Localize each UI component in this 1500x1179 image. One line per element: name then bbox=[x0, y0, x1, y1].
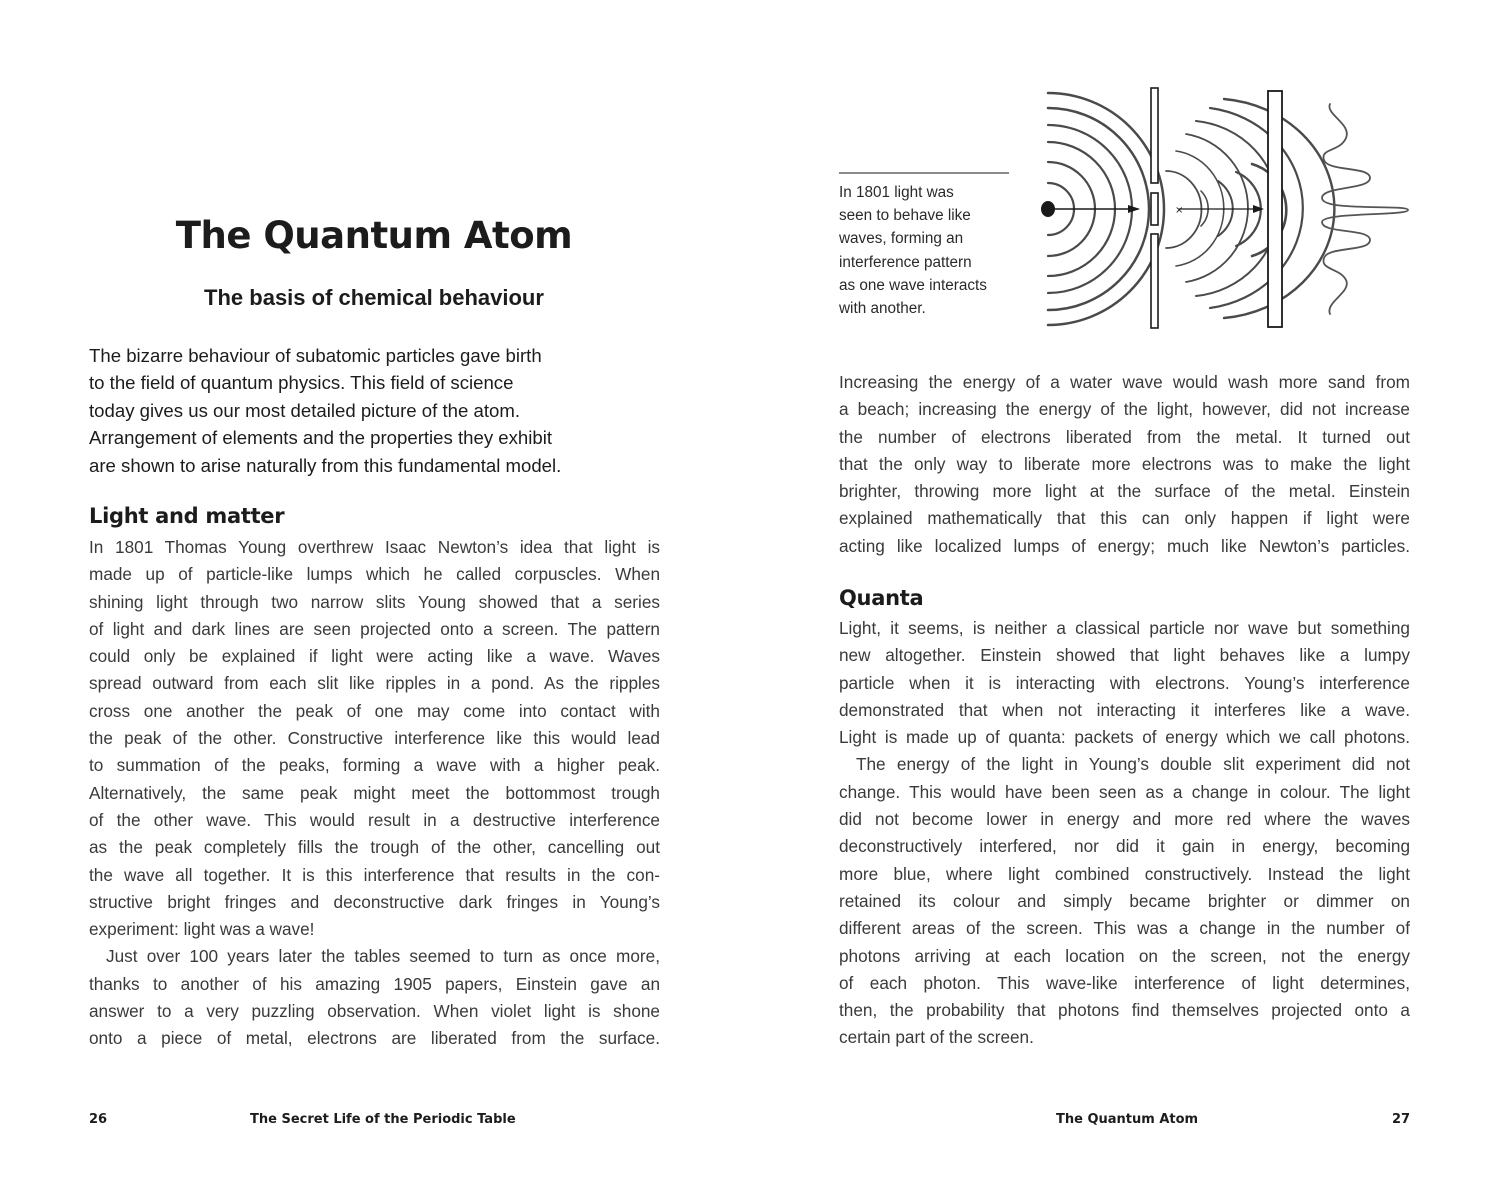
body-line: structive bright fringes and deconstructive dark fringes in Young’s bbox=[89, 891, 660, 912]
body-line: In 1801 Thomas Young overthrew Isaac Newton’s idea that light is bbox=[89, 537, 660, 557]
body-line: demonstrated that when not interacting it interferes like a wave. bbox=[839, 699, 1410, 720]
caption-rule bbox=[839, 172, 1009, 174]
body-line: as the peak completely fills the trough of the other, cancelling out bbox=[89, 837, 660, 858]
section-heading-quanta: Quanta bbox=[839, 586, 924, 610]
body-line: shining light through two narrow slits Young showed that a series bbox=[89, 591, 660, 612]
figure-caption bbox=[839, 181, 1019, 320]
intro-paragraph bbox=[89, 342, 659, 479]
body-line: that the only way to liberate more electrons was to make the light bbox=[839, 453, 1410, 474]
caption-line: as one wave interacts bbox=[839, 276, 987, 294]
caption-line: In 1801 light was bbox=[839, 184, 954, 201]
body-line: new altogether. Einstein showed that light behaves like a lumpy bbox=[839, 645, 1410, 666]
body-line: cross one another the peak of one may come into contact with bbox=[89, 700, 660, 721]
section-heading-light-and-matter: Light and matter bbox=[89, 504, 285, 528]
body-line: brighter, throwing more light at the surface of the metal. Einstein bbox=[839, 481, 1410, 502]
body-line: of each photon. This wave-like interference of light determines, bbox=[839, 972, 1410, 993]
body-line: Increasing the energy of a water wave would wash more sand from bbox=[839, 372, 1410, 392]
body-line: more blue, where light combined constructively. Instead the light bbox=[839, 863, 1410, 884]
body-line: did not become lower in energy and more red where the waves bbox=[839, 809, 1410, 830]
body-text-light-and-matter bbox=[89, 534, 660, 1053]
body-line: thanks to another of his amazing 1905 papers, Einstein gave an bbox=[89, 973, 660, 994]
body-line: of light and dark lines are seen projected onto a screen. The pattern bbox=[89, 618, 660, 639]
body-line: made up of particle-like lumps which he called corpuscles. When bbox=[89, 564, 660, 585]
body-line: could only be explained if light were acting like a wave. Waves bbox=[89, 646, 660, 667]
body-line: spread outward from each slit like ripples in a pond. As the ripples bbox=[89, 673, 660, 694]
body-line: explained mathematically that this can only happen if light were bbox=[839, 508, 1410, 529]
projection-screen bbox=[1268, 91, 1282, 327]
body-line: certain part of the screen. bbox=[839, 1027, 1034, 1048]
body-text-continued bbox=[839, 369, 1410, 560]
body-line: a beach; increasing the energy of the light, however, did not increase bbox=[839, 399, 1410, 420]
body-line: the wave all together. It is this interference that results in the con- bbox=[89, 864, 660, 885]
body-line: change. This would have been seen as a change in colour. The light bbox=[839, 781, 1410, 802]
page-number-left: 26 bbox=[89, 1112, 108, 1127]
body-line: of the other wave. This would result in a destructive interference bbox=[89, 809, 660, 830]
caption-line: with another. bbox=[839, 300, 926, 318]
body-line: to summation of the peaks, forming a wave with a higher peak. bbox=[89, 755, 660, 776]
caption-line: interference pattern bbox=[839, 253, 972, 271]
intro-line: today gives us our most detailed picture of the atom. bbox=[89, 399, 520, 421]
slit-barrier bbox=[1151, 88, 1158, 328]
body-line: the number of electrons liberated from the metal. It turned out bbox=[839, 426, 1410, 447]
chapter-title: The Quantum Atom bbox=[175, 214, 573, 257]
body-line: Light is made up of quanta: packets of energy which we call photons. bbox=[839, 727, 1410, 748]
caption-line: seen to behave like bbox=[839, 207, 971, 225]
body-line: Alternatively, the same peak might meet the bottommost trough bbox=[89, 782, 660, 803]
body-line: then, the probability that photons find themselves projected onto a bbox=[839, 1000, 1410, 1021]
intro-line: to the field of quantum physics. This field of science bbox=[89, 372, 514, 394]
svg-text:×: × bbox=[1175, 205, 1184, 216]
body-line: Just over 100 years later the tables seemed to turn as once more, bbox=[106, 946, 660, 967]
body-line: onto a piece of metal, electrons are liberated from the surface. bbox=[89, 1028, 660, 1049]
body-line: answer to a very puzzling observation. When violet light is shone bbox=[89, 1001, 660, 1022]
body-line: acting like localized lumps of energy; much like Newton’s particles. bbox=[839, 535, 1410, 556]
body-line: The energy of the light in Young’s double slit experiment did not bbox=[856, 754, 1410, 775]
right-page bbox=[750, 0, 1500, 1179]
caption-line: waves, forming an bbox=[839, 230, 964, 248]
running-title-left: The Secret Life of the Periodic Table bbox=[250, 1112, 516, 1127]
page-number-right: 27 bbox=[1392, 1112, 1411, 1127]
intro-line: Arrangement of elements and the properties they exhibit bbox=[89, 427, 553, 449]
body-line: particle when it is interacting with electrons. Young’s interference bbox=[839, 672, 1410, 693]
body-line: retained its colour and simply became brighter or dimmer on bbox=[839, 890, 1410, 911]
intro-line: are shown to arise naturally from this fundamental model. bbox=[89, 454, 562, 476]
body-line: photons arriving at each location on the screen, not the energy bbox=[839, 945, 1410, 966]
double-slit-diagram bbox=[1040, 86, 1420, 332]
running-title-right: The Quantum Atom bbox=[1056, 1112, 1199, 1127]
body-line: Light, it seems, is neither a classical particle nor wave but something bbox=[839, 618, 1410, 638]
body-line: the peak of the other. Constructive interference like this would lead bbox=[89, 728, 660, 749]
chapter-subtitle: The basis of chemical behaviour bbox=[204, 285, 544, 310]
body-line: deconstructively interfered, nor did it gain in energy, becoming bbox=[839, 836, 1410, 857]
body-text-quanta bbox=[839, 615, 1410, 1052]
body-line: experiment: light was a wave! bbox=[89, 919, 315, 940]
intro-line: The bizarre behaviour of subatomic particles gave birth bbox=[89, 345, 542, 366]
body-line: different areas of the screen. This was a change in the number of bbox=[839, 918, 1410, 939]
